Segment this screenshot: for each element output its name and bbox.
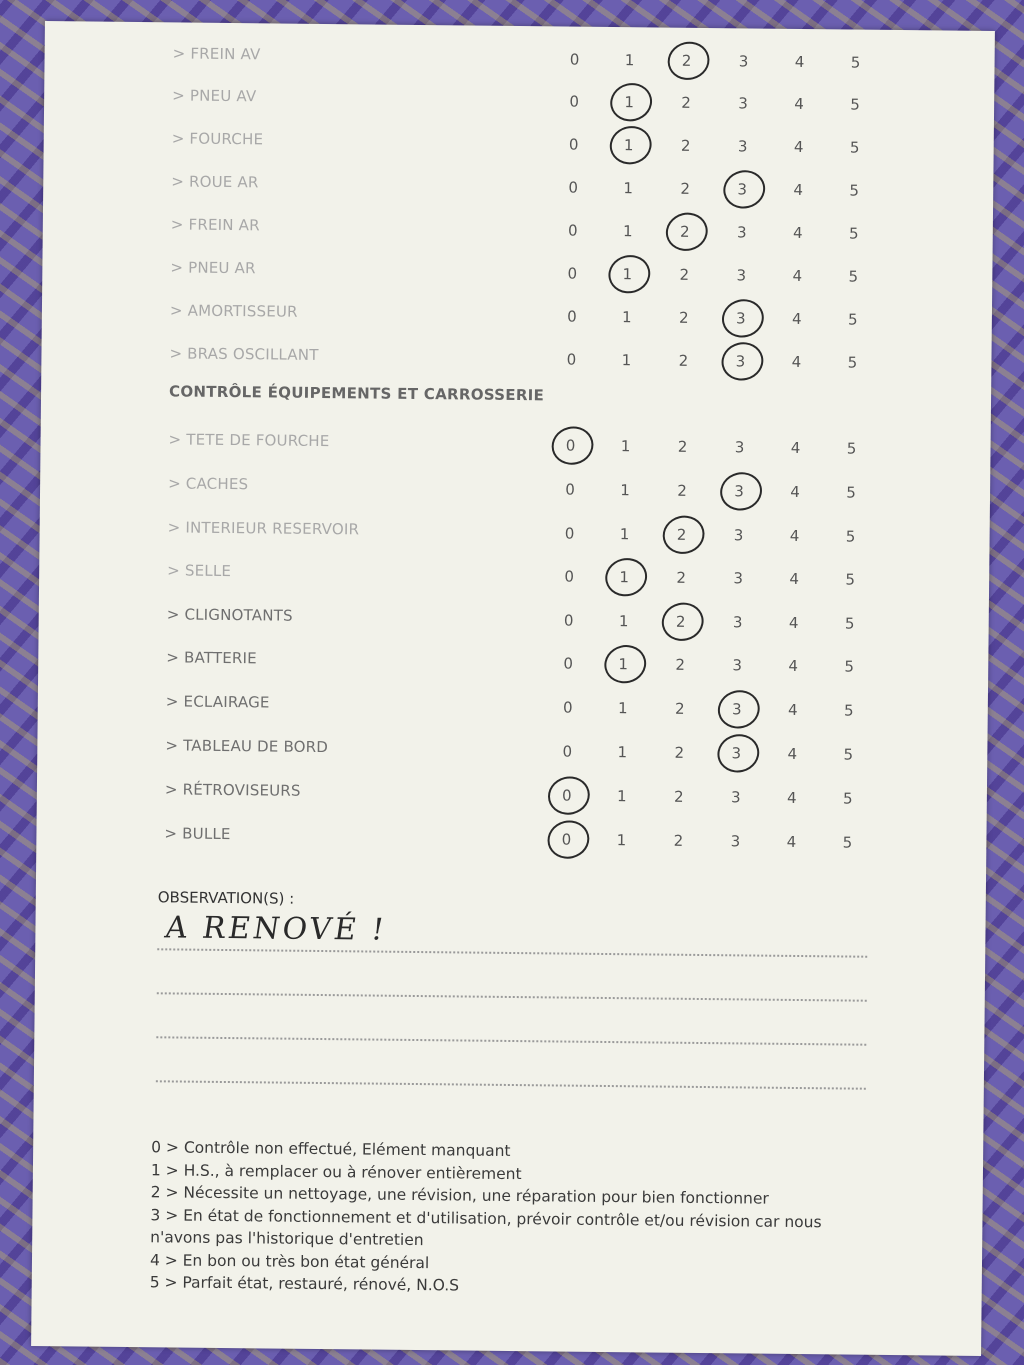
rating-score: 5 — [846, 439, 857, 458]
rating-score-selected: 0 — [551, 826, 581, 852]
rating-score: 4 — [789, 569, 800, 588]
rating-score: 4 — [787, 744, 798, 763]
rating-row-label: > BRAS OSCILLANT — [169, 344, 319, 364]
rating-score: 1 — [621, 351, 632, 370]
observations-line-4 — [156, 1080, 866, 1089]
rating-row — [39, 513, 989, 553]
rating-score: 1 — [617, 743, 628, 762]
rating-score: 4 — [794, 52, 805, 72]
rating-score: 5 — [846, 483, 856, 502]
rating-score: 5 — [850, 53, 861, 72]
rating-score: 2 — [680, 136, 691, 155]
rating-score: 5 — [848, 310, 858, 329]
rating-score: 2 — [673, 831, 684, 850]
rating-score: 2 — [674, 787, 684, 806]
rating-score: 3 — [738, 52, 749, 71]
rating-score: 1 — [620, 437, 631, 456]
rating-score: 2 — [675, 655, 686, 674]
observations-line-3 — [156, 1036, 866, 1045]
rating-score: 4 — [794, 94, 804, 114]
rating-row-label: > TETE DE FOURCHE — [168, 430, 330, 451]
rating-score: 5 — [849, 181, 860, 200]
rating-score: 4 — [791, 352, 802, 371]
rating-score: 1 — [618, 612, 629, 631]
rating-score: 2 — [677, 437, 688, 456]
rating-legend — [150, 1136, 872, 1301]
rating-row-label: > FREIN AV — [172, 44, 261, 64]
rating-score: 0 — [568, 135, 579, 154]
rating-score: 5 — [842, 833, 853, 852]
rating-score: 3 — [732, 613, 743, 632]
observations-handwritten-note: A RENOVÉ ! — [162, 910, 390, 948]
rating-score: 3 — [733, 569, 744, 588]
rating-score-selected: 2 — [666, 609, 696, 635]
rating-score: 5 — [849, 138, 860, 157]
rating-score-selected: 2 — [666, 522, 696, 548]
rating-score: 2 — [679, 265, 690, 284]
rating-row — [43, 210, 993, 250]
rating-row-label: > CACHES — [168, 474, 249, 494]
rating-score: 4 — [792, 266, 803, 286]
rating-score: 4 — [787, 700, 798, 719]
legend-item: 5 > Parfait état, restauré, rénové, N.O.S — [149, 1273, 460, 1295]
rating-row-label: > SELLE — [167, 561, 232, 581]
rating-row — [40, 469, 990, 509]
rating-row — [41, 339, 991, 379]
legend-item: 2 > Nécessite un nettoyage, une révision, une réparation pour bien fonctionner — [150, 1183, 769, 1208]
rating-row — [44, 81, 994, 121]
rating-row-label: > RÉTROVISEURS — [164, 780, 301, 800]
section-title: CONTRÔLE ÉQUIPEMENTS ET CARROSSERIE — [168, 382, 545, 405]
rating-score: 5 — [848, 224, 859, 243]
rating-score: 2 — [674, 699, 685, 718]
rating-row — [44, 39, 994, 79]
rating-score: 0 — [569, 50, 580, 69]
rating-row — [37, 775, 987, 815]
rating-score-selected: 3 — [724, 478, 754, 504]
rating-score: 1 — [619, 525, 630, 544]
rating-row — [38, 687, 988, 727]
rating-score: 2 — [680, 179, 691, 198]
rating-row-label: > BATTERIE — [166, 648, 257, 668]
rating-score-selected: 3 — [725, 348, 755, 374]
rating-score: 2 — [678, 351, 689, 370]
legend-item: 3 > En état de fonctionnement et d'utilisation, prévoir contrôle et/ou révision car nous n'avons pas l'historique d'entretien — [150, 1205, 822, 1250]
rating-score: 1 — [622, 308, 632, 327]
rating-row — [42, 296, 992, 336]
rating-score: 5 — [842, 789, 853, 808]
rating-score: 5 — [848, 267, 859, 286]
rating-score: 0 — [562, 742, 573, 761]
rating-score: 0 — [564, 567, 575, 586]
rating-score-selected: 3 — [727, 176, 757, 202]
legend-item: 0 > Contrôle non effectué, Elément manquant — [151, 1138, 511, 1160]
rating-score-selected: 3 — [721, 740, 751, 766]
rating-score: 0 — [563, 611, 574, 630]
rating-row — [40, 425, 990, 465]
rating-score: 2 — [677, 481, 687, 500]
rating-score: 2 — [681, 93, 692, 112]
rating-row — [38, 643, 988, 683]
rating-score: 4 — [790, 438, 801, 457]
rating-row-label: > ECLAIRAGE — [165, 692, 270, 712]
rating-score: 5 — [847, 353, 858, 372]
rating-score: 0 — [567, 221, 578, 240]
rating-score: 3 — [736, 223, 747, 242]
rating-score-selected: 1 — [609, 564, 639, 590]
rating-score-selected: 2 — [671, 48, 701, 74]
rating-score: 4 — [788, 656, 799, 675]
rating-score: 4 — [786, 832, 797, 851]
rating-score-selected: 2 — [670, 219, 700, 245]
rating-score: 5 — [850, 95, 860, 114]
rating-score: 4 — [793, 137, 804, 157]
rating-score: 2 — [674, 743, 685, 762]
rating-row — [44, 124, 994, 164]
rating-score: 0 — [566, 350, 577, 369]
rating-score: 3 — [730, 832, 741, 851]
rating-row — [42, 253, 992, 293]
rating-score: 3 — [734, 438, 745, 457]
rating-score: 0 — [565, 480, 575, 499]
rating-score-selected: 1 — [614, 132, 644, 158]
rating-score: 0 — [567, 307, 577, 326]
rating-score: 4 — [789, 526, 800, 545]
rating-score: 5 — [843, 745, 854, 764]
rating-score-selected: 1 — [614, 89, 644, 115]
rating-score: 1 — [620, 481, 630, 500]
rating-score: 3 — [733, 526, 744, 545]
rating-score: 1 — [623, 179, 634, 198]
rating-row-label: > CLIGNOTANTS — [166, 605, 293, 625]
rating-row — [36, 819, 986, 859]
rating-row — [37, 731, 987, 771]
rating-score: 4 — [793, 180, 804, 200]
rating-score: 4 — [790, 482, 800, 501]
rating-row-label: > ROUE AR — [171, 172, 259, 192]
rating-score: 0 — [569, 92, 580, 111]
rating-score: 1 — [617, 787, 627, 806]
rating-row-label: > FOURCHE — [171, 129, 264, 149]
rating-score: 4 — [792, 223, 803, 243]
observations-line-2 — [157, 992, 867, 1001]
legend-item: 4 > En bon ou très bon état général — [149, 1250, 430, 1272]
rating-row-label: > INTERIEUR RESERVOIR — [167, 518, 360, 539]
rating-score: 2 — [676, 568, 687, 587]
rating-row-label: > PNEU AR — [170, 258, 256, 278]
rating-score-selected: 3 — [726, 305, 756, 331]
rating-score: 3 — [736, 266, 747, 285]
rating-score: 1 — [617, 699, 628, 718]
rating-score-selected: 0 — [555, 432, 585, 458]
rating-score: 3 — [732, 656, 743, 675]
rating-score: 1 — [622, 222, 633, 241]
rating-score: 0 — [564, 524, 575, 543]
inspection-sheet — [31, 21, 995, 1356]
rating-score: 5 — [844, 614, 855, 633]
rating-score: 0 — [563, 654, 574, 673]
rating-score-selected: 1 — [612, 261, 642, 287]
rating-score: 5 — [845, 527, 856, 546]
rating-row-label: > PNEU AV — [172, 86, 257, 106]
observations-title: OBSERVATION(S) : — [157, 888, 295, 908]
rating-row-label: > BULLE — [164, 824, 231, 844]
observations-line-1 — [157, 948, 867, 957]
rating-score: 1 — [616, 831, 627, 850]
rating-score: 4 — [788, 613, 799, 632]
rating-row-label: > FREIN AR — [170, 215, 260, 235]
rating-row — [39, 600, 989, 640]
rating-row — [39, 556, 989, 596]
rating-score: 5 — [845, 570, 856, 589]
rating-score-selected: 0 — [552, 782, 582, 808]
rating-row — [43, 167, 993, 207]
rating-score: 0 — [567, 264, 578, 283]
rating-score: 0 — [568, 178, 579, 197]
rating-score: 3 — [738, 94, 748, 113]
rating-score: 3 — [730, 788, 741, 807]
rating-score: 4 — [792, 309, 802, 329]
rating-score: 2 — [679, 308, 689, 327]
rating-score: 4 — [786, 788, 797, 807]
rating-score-selected: 1 — [608, 651, 638, 677]
rating-score-selected: 3 — [722, 696, 752, 722]
rating-score: 0 — [562, 698, 573, 717]
rating-score: 5 — [844, 657, 855, 676]
rating-score: 5 — [843, 701, 854, 720]
rating-row-label: > TABLEAU DE BORD — [165, 736, 329, 757]
rating-score: 3 — [737, 137, 748, 156]
rating-row-label: > AMORTISSEUR — [169, 301, 298, 321]
legend-item: 1 > H.S., à remplacer ou à rénover entièrement — [150, 1160, 522, 1183]
rating-score: 1 — [624, 51, 635, 70]
